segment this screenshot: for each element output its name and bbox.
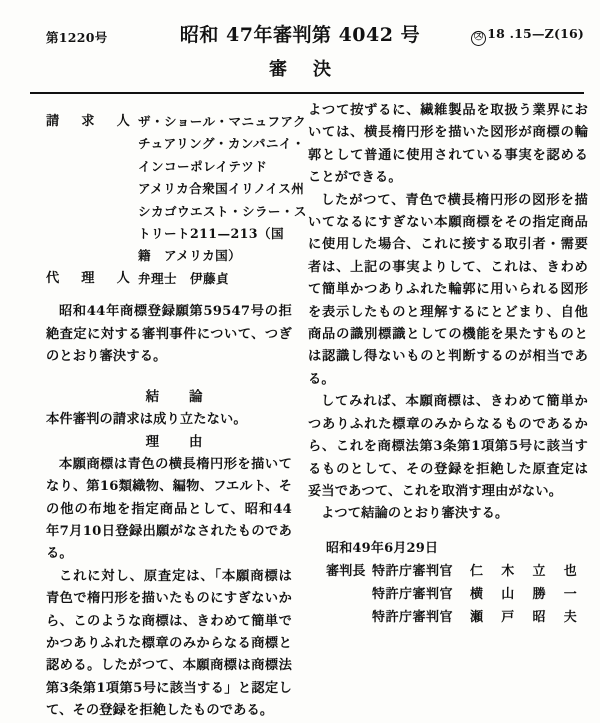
judge-name-char: 也 (563, 563, 577, 579)
spacer (46, 100, 292, 111)
judge-name-char: 戸 (501, 609, 515, 625)
judge-role: 審判長 (326, 563, 366, 579)
claimant-name-line: インコーポレイテツド (138, 158, 268, 174)
spacer (46, 368, 292, 386)
judge-name-char: 横 (470, 586, 484, 602)
page-title: 審決 (269, 59, 357, 80)
signature-row (308, 583, 588, 606)
agent-name-line: 弁理士 伊藤貞 (138, 270, 229, 286)
claimant-name-line: ザ・ショール・マニュフアク (138, 114, 307, 129)
reasons-paragraph-4: したがつて、青色で横長楕円形の図形を描いてなるにすぎない本願商標をその指定商品に使用した場合、これに接する取引者・需要者は、上記の事実よりして、これは、きわめて簡単かつありふれた輪郭に用いられる図形を表示したものと理解するにとどまり、自他商品の識別標識としての機能を果たすものとは認識し得ないものと判断するのが相当である。 (308, 192, 588, 387)
conclusion-heading: 結論 (145, 389, 233, 406)
left-column (0, 100, 307, 719)
conclusion-body: 本件審判の請求は成り立たない。 (46, 411, 247, 427)
intro-paragraph: 昭和44年商標登録願第59547号の拒絶査定に対する審判事件について、つぎのとおり審決する。 (46, 304, 292, 365)
spacer (46, 290, 292, 301)
reasons-heading: 理由 (145, 434, 233, 451)
classification-code-text: 18 .15—Z(16) (487, 26, 584, 41)
reasons-paragraph-3: よつて按ずるに、繊維製品を取扱う業界においては、横長楕円形を描いた図形が商標の輪郭として普通に使用されている事実を認めることができる。 (308, 103, 588, 186)
classification-code (471, 26, 584, 46)
judge-name-char: 瀬 (470, 609, 484, 625)
claimant-label-char-3: 人 (116, 114, 130, 129)
document-number: 第1220号 (46, 30, 108, 45)
agent-block (46, 268, 292, 290)
reasons-paragraph-6: よつて結論のとおり審決する。 (321, 506, 509, 522)
claimant-nationality-line: 籍 アメリカ国） (138, 248, 242, 264)
claimant-address-line: トリート211—213（国 (138, 226, 284, 242)
case-number: 昭和 47年審判第 4042 号 (179, 24, 421, 46)
judge-name (461, 560, 588, 583)
document-body (0, 100, 600, 719)
signature-row (308, 606, 588, 629)
claimant-name (138, 111, 307, 268)
header-divider (30, 92, 584, 94)
claimant-address-line: アメリカ合衆国イリノイス州 (138, 181, 305, 197)
judge-name-char: 一 (563, 586, 577, 602)
judge-title: 特許庁審判官 (372, 609, 454, 625)
agent-label-char-1: 代 (46, 270, 60, 286)
spacer (308, 526, 588, 537)
judge-title: 特許庁審判官 (372, 586, 454, 602)
signature-block (308, 537, 588, 629)
signature-row (308, 560, 588, 583)
decision-date: 昭和49年6月29日 (326, 540, 439, 556)
claimant-label-char-2: 求 (81, 114, 95, 129)
agent-label-char-3: 人 (116, 270, 130, 286)
claimant-block (46, 111, 307, 268)
agent-label-char-2: 理 (81, 270, 95, 286)
judge-name-char: 立 (532, 563, 546, 579)
judge-name-char: 勝 (532, 586, 546, 602)
reasons-paragraph-2: これに対し、原査定は、「本願商標は青色で楕円形を描いたものにすぎないから、このような商標は、きわめて簡単でかつありふれた標章のみからなる商標と認める。したがつて、本願商標は商標法第3条第1項第5号に該当する」と認定して、その登録を拒絶したものである。 (46, 568, 292, 719)
claimant-name-line: チュアリング・カンパニイ・ (138, 136, 305, 152)
judge-name-char: 山 (501, 586, 515, 602)
right-column (300, 100, 600, 625)
claimant-address-line: シカゴウエスト・シラー・ス (138, 203, 307, 219)
judge-name-char: 仁 (470, 563, 484, 579)
document-header (0, 0, 600, 88)
judge-name (461, 583, 588, 606)
circled-mark-icon: ㋜ (471, 31, 486, 46)
claimant-label (46, 111, 138, 133)
judge-title: 特許庁審判官 (372, 563, 454, 579)
judge-name-char: 夫 (563, 609, 577, 625)
judge-name (461, 606, 588, 629)
agent-name (138, 268, 292, 290)
reasons-paragraph-5: してみれば、本願商標は、きわめて簡単かつありふれた標章のみからなるものであるから、これを商標法第3条第1項第5号に該当するものとして、その登録を拒絶した原査定は妥当であつて、これを取消す理由がない。 (308, 394, 588, 499)
judge-name-char: 木 (501, 563, 515, 579)
agent-label (46, 268, 138, 290)
reasons-paragraph-1: 本願商標は青色の横長楕円形を描いてなり、第16類織物、編物、フエルト、その他の布地を指定商品として、昭和44年7月10日登録出願がなされたものである。 (46, 456, 292, 562)
judge-name-char: 昭 (532, 609, 546, 625)
claimant-label-char-1: 請 (46, 114, 60, 129)
